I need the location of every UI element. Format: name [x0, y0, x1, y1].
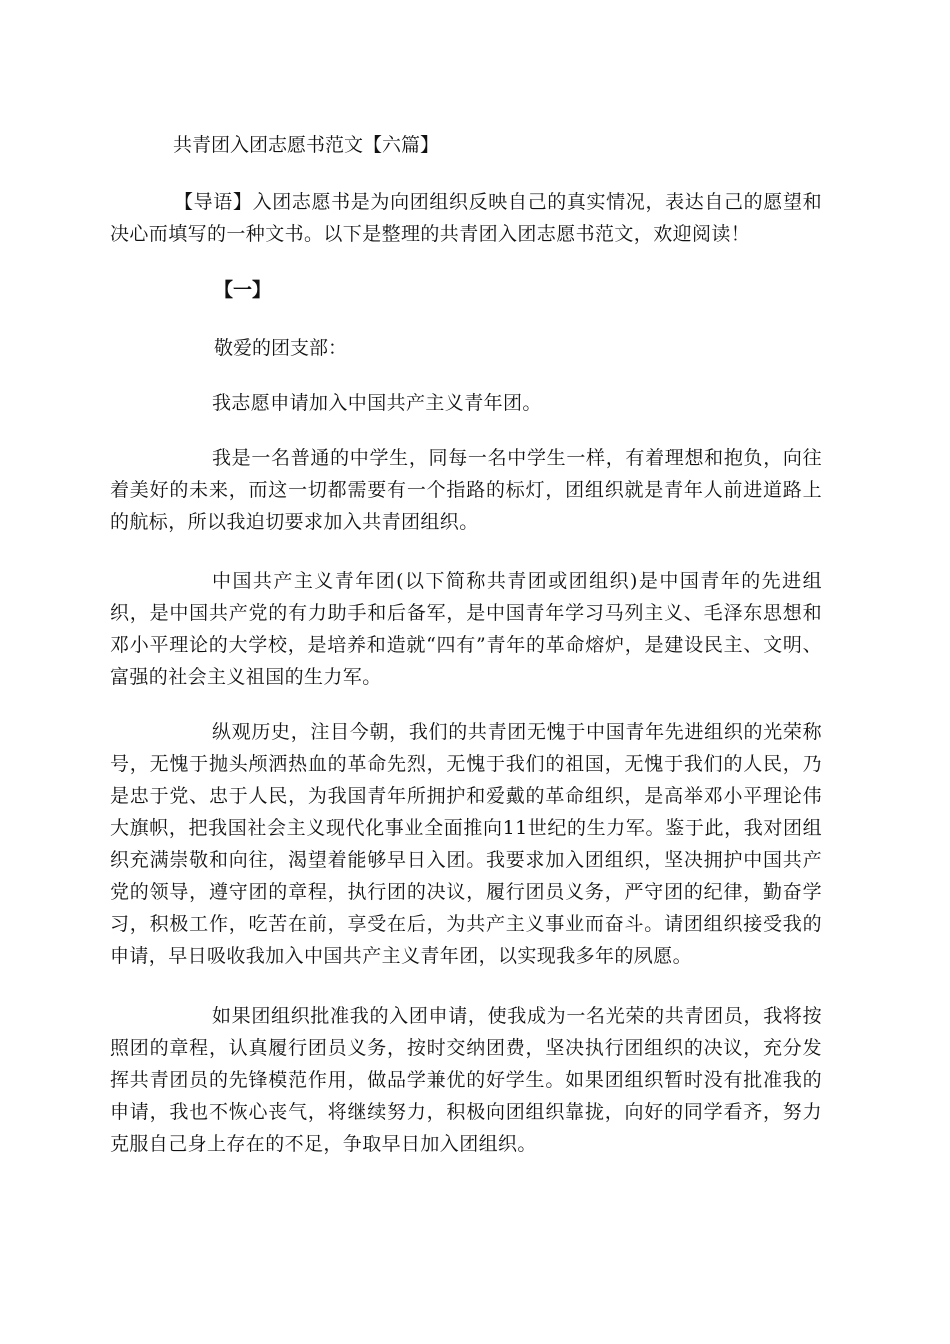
document-title: 共青团入团志愿书范文【六篇】: [173, 134, 440, 156]
intro-paragraph: 【导语】入团志愿书是为向团组织反映自己的真实情况，表达自己的愿望和决心而填写的一种文书。以下是整理的共青团入团志愿书范文，欢迎阅读！: [110, 191, 822, 245]
body-paragraph-4: 纵观历史，注目今朝，我们的共青团无愧于中国青年先进组织的光荣称号，无愧于抛头颅洒热血的革命先烈，无愧于我们的祖国，无愧于我们的人民，乃是忠于党、忠于人民，为我国青年所拥护和爱戴的革命组织，是高举邓小平理论伟大旗帜，把我国社会主义现代化事业全面推向11世纪的生力军。鉴于此，我对团组织充满崇敬和向往，渴望着能够早日入团。我要求加入团组织，坚决拥护中国共产党的领导，遵守团的章程，执行团的决议，履行团员义务，严守团的纪律，勤奋学习，积极工作，吃苦在前，享受在后，为共产主义事业而奋斗。请团组织接受我的申请，早日吸收我加入中国共产主义青年团，以实现我多年的夙愿。: [110, 721, 822, 967]
body-paragraph-1: 我志愿申请加入中国共产主义青年团。: [212, 392, 542, 414]
body-paragraph-2: 我是一名普通的中学生，同每一名中学生一样，有着理想和抱负，向往着美好的未来，而这一切都需要有一个指路的标灯，团组织就是青年人前进道路上的航标，所以我迫切要求加入共青团组织。: [110, 447, 822, 533]
salutation: 敬爱的团支部：: [214, 337, 348, 359]
section-heading: 【一】: [214, 279, 272, 301]
body-paragraph-3: 中国共产主义青年团(以下简称共青团或团组织)是中国青年的先进组织，是中国共产党的有力助手和后备军，是中国青年学习马列主义、毛泽东思想和邓小平理论的大学校，是培养和造就“四有”青年的革命熔炉，是建设民主、文明、富强的社会主义祖国的生力军。: [110, 570, 822, 688]
body-paragraph-5: 如果团组织批准我的入团申请，使我成为一名光荣的共青团员，我将按照团的章程，认真履行团员义务，按时交纳团费，坚决执行团组织的决议，充分发挥共青团员的先锋模范作用，做品学兼优的好学生。如果团组织暂时没有批准我的申请，我也不恢心丧气，将继续努力，积极向团组织靠拢，向好的同学看齐，努力克服自己身上存在的不足，争取早日加入团组织。: [110, 1005, 822, 1155]
